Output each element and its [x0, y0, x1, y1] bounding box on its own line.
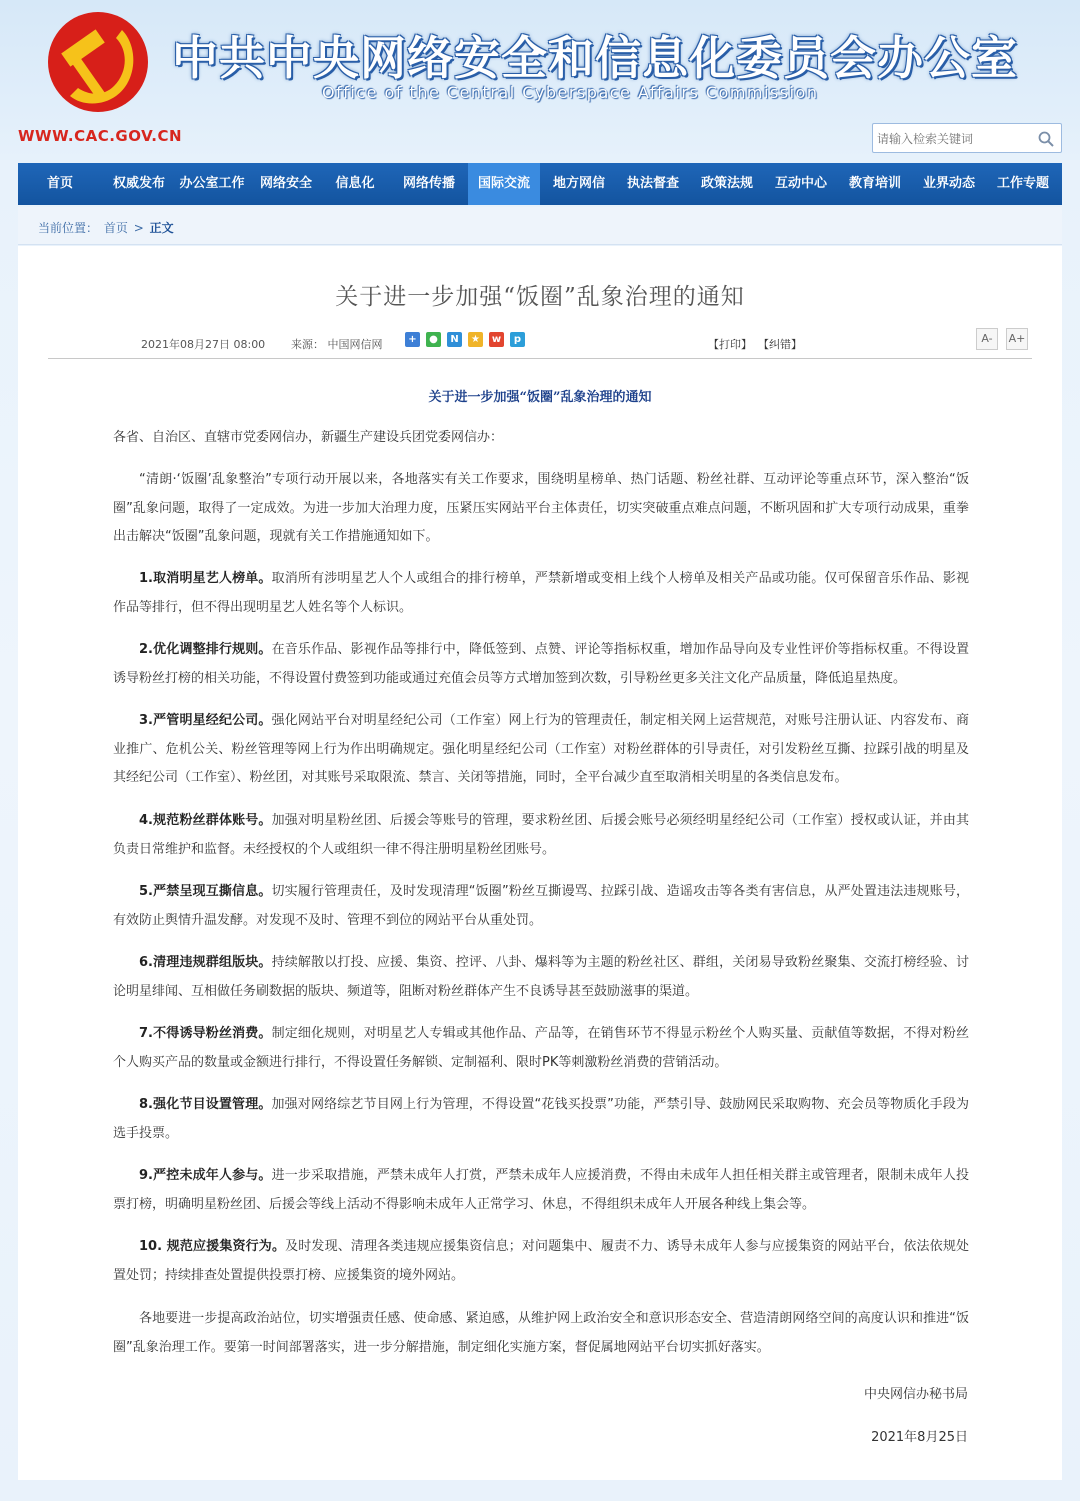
greeting: 各省、自治区、直辖市党委网信办，新疆生产建设兵团党委网信办：: [113, 430, 504, 445]
share-plus-icon[interactable]: +: [405, 332, 420, 347]
measure-text: 制定细化规则，对明星艺人专辑或其他作品、产品等，在销售环节不得显示粉丝个人购买量、贡献值等数据，不得对粉丝个人购买产品的数量或金额进行排行，不得设置任务解锁、定制福利、限时PK等刺激粉丝消费的营销活动。: [113, 1026, 969, 1070]
measure-item: [113, 565, 969, 622]
measure-item: [113, 1020, 969, 1077]
breadcrumb-prefix: 当前位置：: [38, 221, 99, 235]
nav-item-local[interactable]: 地方网信: [552, 176, 605, 191]
nav-item-informatization[interactable]: 信息化: [335, 176, 375, 191]
closing-paragraph: 各地要进一步提高政治站位，切实增强责任感、使命感、紧迫感，从维护网上政治安全和意识形态安全、营造清朗网络空间的高度认识和推进“饭圈”乱象治理工作。要第一时间部署落实，进一步分解措施，制定细化实施方案，督促属地网站平台切实抓好落实。: [113, 1311, 969, 1355]
article-meta: [18, 324, 1062, 354]
nav-item-office[interactable]: 办公室工作: [179, 176, 245, 191]
measure-item: [113, 1091, 969, 1148]
measure-item: [113, 1233, 969, 1290]
site-title-cn: 中共中央网络安全和信息化委员会办公室: [172, 31, 1018, 85]
measure-text: 切实履行管理责任，及时发现清理“饭圈”粉丝互撕谩骂、拉踩引战、造谣攻击等各类有害信息，从严处置违法违规账号，有效防止舆情升温发酵。对发现不及时、管理不到位的网站平台从重处罚。: [113, 884, 969, 928]
breadcrumb: [38, 219, 176, 236]
measure-heading: 1.取消明星艺人榜单。: [139, 571, 272, 586]
measure-text: 持续解散以打投、应援、集资、控评、八卦、爆料等为主题的粉丝社区、群组，关闭易导致粉丝聚集、交流打榜经验、讨论明星绯闻、互相做任务刷数据的版块、频道等，阻断对粉丝群体产生不良诱导甚至鼓励滋事的渠道。: [113, 955, 969, 999]
article-panel: [18, 246, 1062, 1480]
search-box: [872, 123, 1062, 153]
measure-item: [113, 949, 969, 1006]
measure-item: [113, 807, 969, 864]
nav-item-topics[interactable]: 工作专题: [996, 176, 1049, 191]
meta-divider: [48, 358, 1032, 359]
breadcrumb-separator: >: [133, 221, 144, 235]
nav-item-international[interactable]: 国际交流: [468, 163, 540, 205]
font-decrease-button[interactable]: A-: [976, 328, 998, 350]
search-input[interactable]: [877, 129, 1027, 149]
nav-item-policy[interactable]: 政策法规: [700, 176, 753, 191]
print-link[interactable]: 【打印】: [708, 338, 752, 351]
measure-text: 取消所有涉明星艺人个人或组合的排行榜单，严禁新增或变相上线个人榜单及相关产品或功能。仅可保留音乐作品、影视作品等排行，但不得出现明星艺人姓名等个人标识。: [113, 571, 969, 615]
measure-text: 加强对明星粉丝团、后援会等账号的管理，要求粉丝团、后援会账号必须经明星经纪公司（工作室）授权或认证，并由其负责日常维护和监督。未经授权的个人或组织一律不得注册明星粉丝团账号。: [113, 813, 969, 857]
site-url[interactable]: WWW.CAC.GOV.CN: [18, 127, 183, 145]
nav-item-industry[interactable]: 业界动态: [922, 176, 975, 191]
nav-item-communication[interactable]: 网络传播: [402, 176, 455, 191]
party-emblem-icon: [38, 6, 154, 116]
measure-text: 加强对网络综艺节目网上行为管理，不得设置“花钱买投票”功能，严禁引导、鼓励网民采取购物、充会员等物质化手段为选手投票。: [113, 1097, 969, 1141]
measure-item: [113, 636, 969, 693]
nav-item-security[interactable]: 网络安全: [259, 176, 312, 191]
site-header: [0, 0, 1080, 160]
site-title-en: Office of the Central Cyberspace Affairs Commission: [322, 83, 819, 102]
measure-heading: 3.严管明星经纪公司。: [139, 713, 272, 728]
font-increase-button[interactable]: A+: [1006, 328, 1028, 350]
breadcrumb-bar: [18, 207, 1062, 245]
measure-heading: 4.规范粉丝群体账号。: [139, 813, 272, 828]
measure-text: 在音乐作品、影视作品等排行中，降低签到、点赞、评论等指标权重，增加作品导向及专业性评价等指标权重。不得设置诱导粉丝打榜的相关功能，不得设置付费签到功能或通过充值会员等方式增加签到次数，引导粉丝更多关注文化产品质量，降低追星热度。: [113, 642, 969, 686]
nav-item-education[interactable]: 教育培训: [848, 176, 901, 191]
search-icon[interactable]: [1037, 130, 1055, 148]
article-source: 来源： 中国网信网: [291, 338, 383, 351]
measure-heading: 2.优化调整排行规则。: [139, 642, 272, 657]
netease-icon[interactable]: N: [447, 332, 462, 347]
content-title: 关于进一步加强“饭圈”乱象治理的通知: [428, 390, 652, 405]
sign-date: 2021年8月25日: [871, 1430, 968, 1445]
weibo-icon[interactable]: w: [489, 332, 504, 347]
measure-item: [113, 1162, 969, 1219]
measure-item: [113, 878, 969, 935]
breadcrumb-current: 正文: [149, 221, 174, 235]
article-title: 关于进一步加强“饭圈”乱象治理的通知: [335, 284, 745, 310]
signature: 中央网信办秘书局: [863, 1387, 968, 1402]
tencent-weibo-icon[interactable]: p: [510, 332, 525, 347]
measure-heading: 10. 规范应援集资行为。: [139, 1239, 286, 1254]
measure-text: 进一步采取措施，严禁未成年人打赏，严禁未成年人应援消费，不得由未成年人担任相关群主或管理者，限制未成年人投票打榜，明确明星粉丝团、后援会等线上活动不得影响未成年人正常学习、休息，不得组织未成年人开展各种线上集会等。: [113, 1168, 969, 1212]
intro-paragraph: “清朗·‘饭圈’乱象整治”专项行动开展以来，各地落实有关工作要求，围绕明星榜单、热门话题、粉丝社群、互动评论等重点环节，深入整治“饭圈”乱象问题，取得了一定成效。为进一步加大治理力度，压紧压实网站平台主体责任，切实突破重点难点问题，不断巩固和扩大专项行动成果，重拳出击解决“饭圈”乱象问题，现就有关工作措施通知如下。: [113, 472, 969, 544]
measure-text: 及时发现、清理各类违规应援集资信息；对问题集中、履责不力、诱导未成年人参与应援集资的网站平台，依法依规处置处罚；持续排查处置提供投票打榜、应援集资的境外网站。: [113, 1239, 969, 1283]
main-nav: [18, 163, 1062, 205]
measure-heading: 6.清理违规群组版块。: [139, 955, 272, 970]
publish-date: 2021年08月27日 08:00: [141, 338, 266, 351]
nav-item-authority[interactable]: 权威发布: [112, 176, 165, 191]
correct-link[interactable]: 【纠错】: [758, 338, 802, 351]
wechat-icon[interactable]: ●: [426, 332, 441, 347]
measure-text: 强化网站平台对明星经纪公司（工作室）网上行为的管理责任，制定相关网上运营规范，对账号注册认证、内容发布、商业推广、危机公关、粉丝管理等网上行为作出明确规定。强化明星经纪公司（工作室）对粉丝群体的引导责任，对引发粉丝互撕、拉踩引战的明星及其经纪公司（工作室）、粉丝团，对其账号采取限流、禁言、关闭等措施，同时，全平台减少直至取消相关明星的各类信息发布。: [113, 713, 969, 785]
measure-heading: 7.不得诱导粉丝消费。: [139, 1026, 272, 1041]
measure-heading: 9.严控未成年人参与。: [139, 1168, 272, 1183]
breadcrumb-home[interactable]: 首页: [103, 221, 128, 235]
nav-item-enforcement[interactable]: 执法督查: [626, 176, 679, 191]
measure-item: [113, 707, 969, 793]
measure-heading: 8.强化节目设置管理。: [139, 1097, 272, 1112]
nav-item-interaction[interactable]: 互动中心: [774, 176, 827, 191]
nav-item-home[interactable]: 首页: [46, 176, 73, 191]
measure-heading: 5.严禁呈现互撕信息。: [139, 884, 272, 899]
qzone-icon[interactable]: ★: [468, 332, 483, 347]
